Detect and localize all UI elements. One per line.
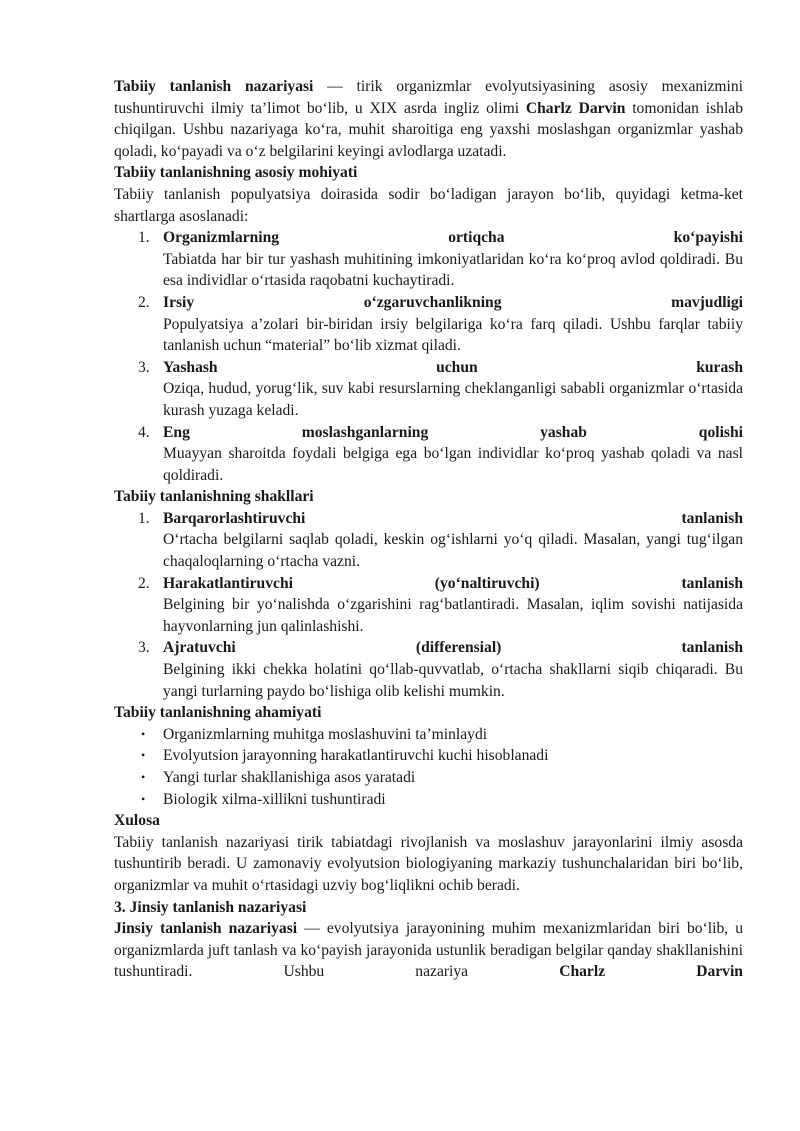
list-item-term: Ajratuvchi (differensial) tanlanish xyxy=(163,639,743,657)
essence-list xyxy=(114,227,743,486)
bullet-icon: • xyxy=(141,726,146,741)
list-item xyxy=(114,508,743,573)
list-item xyxy=(114,637,743,702)
bullet-icon: • xyxy=(141,748,146,763)
bullet-item xyxy=(114,745,743,767)
intro-term: Tabiiy tanlanish nazariyasi xyxy=(114,78,314,95)
list-item-description: Belgining ikki chekka holatini qo‘llab-quvvatlab, o‘rtacha shakllarni siqib chiqaradi. Bu yangi turlarning paydo bo‘lishiga olib kelishi mumkin. xyxy=(163,661,743,700)
conclusion-heading: Xulosa xyxy=(114,812,160,830)
list-number: 1. xyxy=(138,229,150,247)
section-3-term: Jinsiy tanlanish nazariyasi xyxy=(114,920,298,938)
intro-text-2: tomonidan ishlab chiqilgan. Ushbu nazariyaga ko‘ra, muhit sharoitiga eng yaxshi moslashgan organizmlar yashab qoladi, ko‘payadi va o‘z belgilarini keyingi avlodlarga uzatadi. xyxy=(114,99,744,160)
bullet-item xyxy=(114,724,743,746)
intro-paragraph xyxy=(114,76,743,162)
forms-list xyxy=(114,508,743,702)
section-3-author: Charlz Darvin xyxy=(559,963,743,981)
list-item-term: Yashash uchun kurash xyxy=(163,358,743,376)
list-number: 3. xyxy=(138,358,150,376)
section-3-paragraph xyxy=(114,918,743,983)
list-number: 4. xyxy=(138,423,150,441)
list-item-term: Eng moslashganlarning yashab qolishi xyxy=(163,423,743,441)
bullet-text: Yangi turlar shakllanishiga asos yaratadi xyxy=(163,769,416,786)
intro-author: Charlz Darvin xyxy=(525,99,626,117)
bullet-icon: • xyxy=(141,791,146,806)
section-3-heading: 3. Jinsiy tanlanish nazariyasi xyxy=(114,898,307,916)
list-item xyxy=(114,227,743,292)
bullet-text: Evolyutsion jarayonning harakatlantiruvchi kuchi hisoblanadi xyxy=(163,747,549,765)
list-number: 2. xyxy=(138,293,150,311)
list-number: 3. xyxy=(138,639,150,657)
essence-heading: Tabiiy tanlanishning asosiy mohiyati xyxy=(114,164,358,182)
list-item-term: Organizmlarning ortiqcha ko‘payishi xyxy=(163,229,743,247)
list-item-term: Irsiy o‘zgaruvchanlikning mavjudligi xyxy=(163,293,743,311)
list-item-description: Populyatsiya a’zolari bir-biridan irsiy belgilariga ko‘ra farq qiladi. Ushbu farqlar tabiiy tanlanish uchun “material” bo‘lib xizmat qiladi. xyxy=(163,315,743,355)
bullet-item xyxy=(114,767,743,789)
conclusion-paragraph: Tabiiy tanlanish nazariyasi tirik tabiatdagi rivojlanish va moslashuv jarayonlarini ilmiy asosda tushuntirib beradi. U zamonaviy evolyutsion biologiyaning markaziy tushunchalaridan biri bo‘lib, organizmlar va muhit o‘rtasidagi uzviy bog‘liqlikni ochib beradi. xyxy=(114,833,743,894)
bullet-text: Organizmlarning muhitga moslashuvini ta’minlaydi xyxy=(163,725,488,743)
list-item xyxy=(114,422,743,487)
intro-text-1: — tirik organizmlar evolyutsiyasining asosiy mexanizmini tushuntiruvchi ilmiy ta’limot bo‘lib, u XIX asrda ingliz olimi xyxy=(114,78,744,117)
list-item xyxy=(114,573,743,638)
importance-list xyxy=(114,724,743,810)
list-item xyxy=(114,357,743,422)
list-item-description: Oziqa, hudud, yorug‘lik, suv kabi resurslarning cheklanganligi sababli organizmlar o‘rtasida kurash yuzaga keladi. xyxy=(163,380,743,419)
essence-lead: Tabiiy tanlanish populyatsiya doirasida sodir bo‘ladigan jarayon bo‘lib, quyidagi ketma-ket shartlarga asoslanadi: xyxy=(114,185,743,225)
bullet-text: Biologik xilma-xillikni tushuntiradi xyxy=(163,790,386,808)
section-3-text: — evolyutsiya jarayonining muhim mexanizmlaridan biri bo‘lib, u organizmlarda juft tanlash va ko‘payish jarayonida ustunlik beradigan belgilar qanday shakllanishini tushuntiradi. Ushbu nazariya xyxy=(114,920,744,981)
list-item-term: Barqarorlashtiruvchi tanlanish xyxy=(163,509,743,527)
bullet-icon: • xyxy=(141,770,146,784)
list-item-description: O‘rtacha belgilarni saqlab qoladi, keskin og‘ishlarni yo‘q qiladi. Masalan, yangi tug‘ilgan chaqaloqlarning o‘rtacha vazni. xyxy=(163,531,743,571)
list-number: 1. xyxy=(138,509,150,527)
bullet-item xyxy=(114,789,743,811)
document-page xyxy=(114,76,743,983)
list-item-term: Harakatlantiruvchi (yo‘naltiruvchi) tanlanish xyxy=(163,574,743,592)
importance-heading: Tabiiy tanlanishning ahamiyati xyxy=(114,704,322,722)
list-item xyxy=(114,292,743,357)
list-number: 2. xyxy=(138,574,150,592)
list-item-description: Tabiatda har bir tur yashash muhitining imkoniyatlaridan ko‘ra ko‘proq avlod qoldiradi. Bu esa individlar o‘rtasida raqobatni kuchaytiradi. xyxy=(163,250,743,290)
list-item-description: Belgining bir yo‘nalishda o‘zgarishini rag‘batlantiradi. Masalan, iqlim sovishi natijasida hayvonlarning jun qalinlashishi. xyxy=(163,596,743,635)
list-item-description: Muayyan sharoitda foydali belgiga ega bo‘lgan individlar ko‘proq yashab qoladi va nasl qoldiradi. xyxy=(163,445,743,484)
forms-heading: Tabiiy tanlanishning shakllari xyxy=(114,488,314,506)
